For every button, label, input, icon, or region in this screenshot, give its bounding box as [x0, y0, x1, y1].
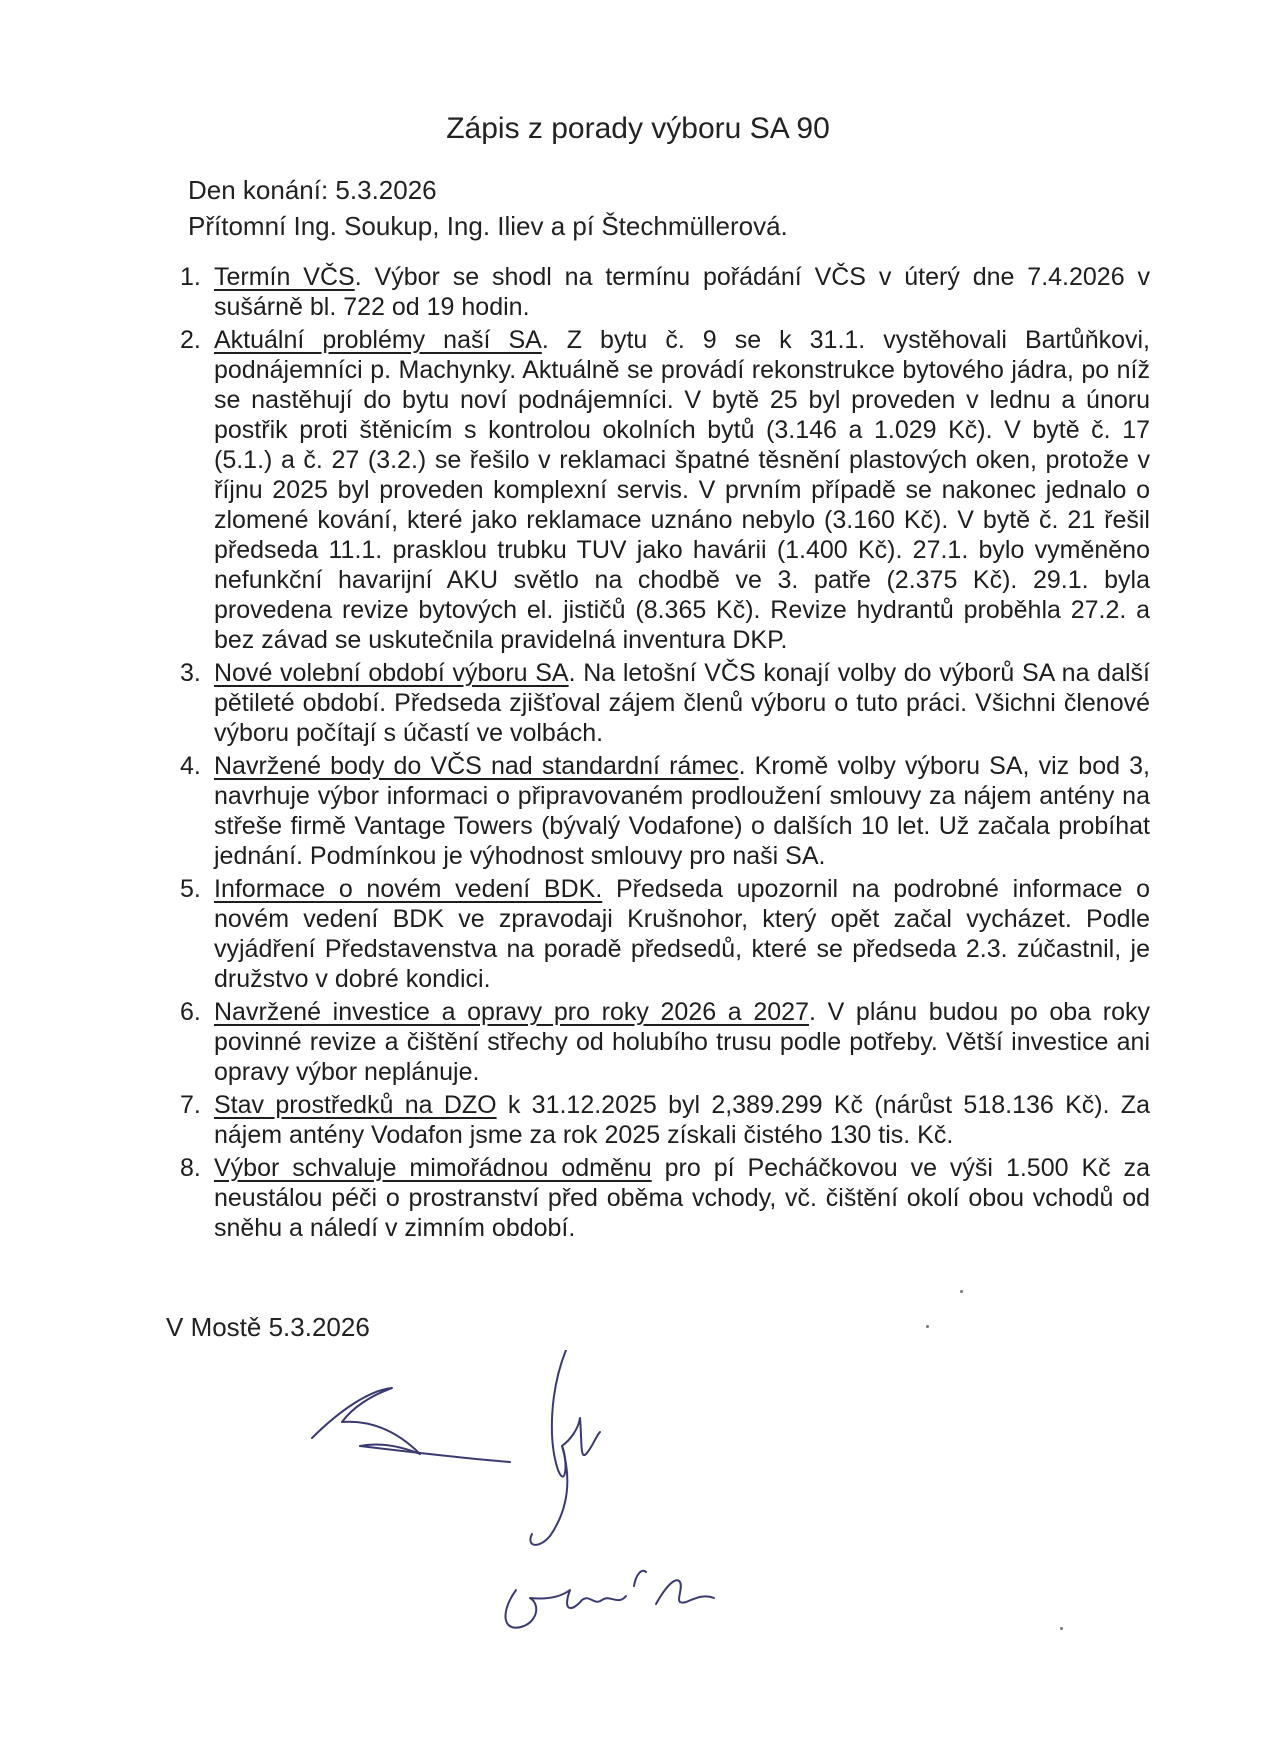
scan-speck — [926, 1325, 929, 1328]
item-text: . V plánu budou po oba roky povinné revize a čištění střechy od holubího trusu podle potřeby. Větší investice ani opravy výbor neplánuje. — [214, 998, 1151, 1086]
item-heading: Navržené investice a opravy pro roky 2026 a 2027 — [214, 998, 809, 1026]
agenda-list — [180, 262, 1150, 1246]
item-heading: Nové volební období výboru SA — [214, 659, 569, 687]
meeting-info — [188, 172, 788, 244]
item-number: 6. — [180, 998, 201, 1026]
agenda-item — [180, 1153, 1150, 1243]
item-text: pro pí Pecháčkovou ve výši 1.500 Kč za neustálou péči o prostranství před oběma vchody, vč. čištění okolí obou vchodů od sněhu a náledí v zimním období. — [214, 1154, 1150, 1242]
item-number: 7. — [180, 1091, 201, 1119]
item-text: . Na letošní VČS konají volby do výborů SA na další pětileté období. Předseda zjišťoval zájem členů výboru o tuto práci. Všichni členové výboru počítají s účastí ve volbách. — [214, 659, 1150, 747]
item-number: 1. — [180, 263, 201, 291]
item-text: . Kromě volby výboru SA, viz bod 3, navrhuje výbor informaci o připravovaném prodloužení smlouvy za nájem antény na střeše firmě Vantage Towers (bývalý Vodafone) o dalších 10 let. Už začala probíhat jednání. Podmínkou je výhodnost smlouvy pro naši SA. — [214, 752, 1150, 870]
signature-stroke — [312, 1388, 420, 1454]
agenda-item — [180, 751, 1150, 871]
agenda-item — [180, 1090, 1150, 1150]
signature-stroke — [634, 1571, 646, 1586]
agenda-item — [180, 997, 1150, 1087]
item-heading: Stav prostředků na DZO — [214, 1091, 497, 1119]
signature-stroke — [530, 1446, 567, 1545]
item-heading: Aktuální problémy naší SA — [214, 326, 542, 354]
item-heading: Navržené body do VČS nad standardní rámec — [214, 752, 739, 780]
place-and-date: V Mostě 5.3.2026 — [166, 1312, 370, 1342]
document-title: Zápis z porady výboru SA 90 — [446, 112, 830, 145]
meeting-date: Den konání: 5.3.2026 — [188, 175, 437, 205]
agenda-item — [180, 658, 1150, 748]
item-number: 5. — [180, 875, 201, 903]
agenda-item — [180, 262, 1150, 322]
item-number: 3. — [180, 659, 201, 687]
scan-speck — [960, 1290, 963, 1293]
item-heading: Termín VČS — [214, 263, 355, 291]
item-heading: Informace o novém vedení BDK. — [214, 875, 603, 903]
agenda-item — [180, 874, 1150, 994]
item-text: k 31.12.2025 byl 2,389.299 Kč (nárůst 518.136 Kč). Za nájem antény Vodafon jsme za rok 2025 získali čistého 130 tis. Kč. — [214, 1091, 1150, 1149]
attendees: Přítomní Ing. Soukup, Ing. Iliev a pí Štechmüllerová. — [188, 211, 788, 241]
signatures — [300, 1350, 780, 1650]
scan-speck — [1060, 1627, 1063, 1630]
signature-stroke — [360, 1446, 510, 1462]
signature-stroke — [656, 1580, 714, 1604]
item-text: . Výbor se shodl na termínu pořádání VČS v úterý dne 7.4.2026 v sušárně bl. 722 od 19 hodin. — [214, 263, 1150, 321]
item-number: 4. — [180, 752, 201, 780]
item-text: . Z bytu č. 9 se k 31.1. vystěhovali Bartůňkovi, podnájemníci p. Machynky. Aktuálně se provádí rekonstrukce bytového jádra, po níž se nastěhují do bytu noví podnájemníci. V bytě 25 byl proveden v lednu a únoru postřik proti štěnicím s kontrolou okolních bytů (3.146 a 1.029 Kč). V bytě č. 17 (5.1.) a č. 27 (3.2.) se řešilo v reklamaci špatné těsnění plastových oken, protože v říjnu 2025 byl proveden komplexní servis. V prvním případě se nakonec jednalo o zlomené kování, které jako reklamace uznáno nebylo (3.160 Kč). V bytě č. 21 řešil předseda 11.1. prasklou trubku TUV jako havárii (1.400 Kč). 27.1. bylo vyměněno nefunkční havarijní AKU světlo na chodbě ve 3. patře (2.375 Kč). 29.1. byla provedena revize bytových el. jističů (8.365 Kč). Revize hydrantů proběhla 27.2. a bez závad se uskutečnila pravidelná inventura DKP. — [214, 326, 1151, 654]
signature-stroke — [552, 1350, 600, 1477]
item-number: 2. — [180, 326, 201, 354]
item-heading: Výbor schvaluje mimořádnou odměnu — [214, 1154, 652, 1182]
item-number: 8. — [180, 1154, 201, 1182]
agenda-item — [180, 325, 1150, 655]
item-text: Předseda upozornil na podrobné informace o novém vedení BDK ve zpravodaji Krušnohor, který opět začal vycházet. Podle vyjádření Představenstva na poradě předsedů, které se předseda 2.3. zúčastnil, je družstvo v dobré kondici. — [214, 875, 1150, 993]
signature-stroke — [506, 1590, 626, 1628]
